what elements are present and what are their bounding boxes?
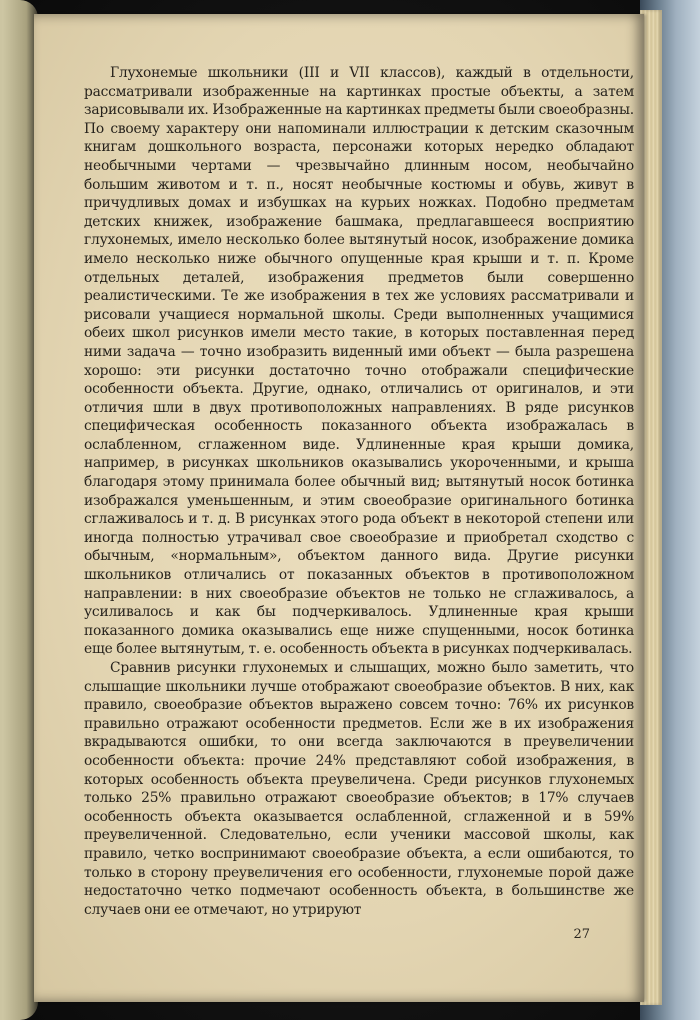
paragraph-1: Глухонемые школьники (III и VII классов), каждый в отдельности, рассматривали изображенные на картинках простые объекты, а затем зарисовывали их. Изображенные на картинках предметы были своеобразны. По своему характеру они напоминали иллюстрации к детским сказочным книгам дошкольного возраста, персонажи которых нередко обладают необычными чертами — чрезвычайно длинным носом, необычайно большим животом и т. п., носят необычные костюмы и обувь, живут в причудливых домах и избушках на курьих ножках. Подобно предметам детских книжек, изображение башмака, предлагавшееся восприятию глухонемых, имело несколько более вытянутый носок, изображение домика имело несколько ниже обычного опущенные края крыши и т. п. Кроме отдельных деталей, изображения предметов были совершенно реалистическими. Те же изображения в тех же условиях рассматривали и рисовали учащиеся нормальной школы. Среди выполненных учащимися обеих школ рисунков имели место такие, в которых поставленная перед ними задача — точно изобразить виденный ими объект — была разрешена хорошо: эти рисунки достаточно точно отображали специфические особенности объекта. Другие, однако, отличались от оригиналов, и эти отличия шли в двух противоположных направлениях. В ряде рисунков специфическая особенность показанного объекта изображалась в ослабленном, сглаженном виде. Удлиненные края крыши домика, например, в рисунках школьников оказывались укороченными, и крыша благодаря этому принимала более обычный вид; вытянутый носок ботинка изображался уменьшенным, и этим своеобразие оригинального ботинка сглаживалось и т. д. В рисунках этого рода объект в некоторой степени или иногда полностью утрачивал свое своеобразие и приобретал сходство с обычным, «нормальным», объектом данного вида. Другие рисунки школьников отличались от показанных объектов в противоположном направлении: в них своеобразие объектов не только не сглаживалось, а усиливалось и как бы подчеркивалось. Удлиненные края крыши показанного домика оказывались еще ниже спущенными, носок ботинка еще более вытянутым, т. е. особенность объекта в рисунках подчеркивалась.: [84, 65, 634, 658]
paragraph-2: Сравнив рисунки глухонемых и слышащих, можно было заметить, что слышащие школьники лучше отображают своеобразие объектов. В них, как правило, своеобразие объектов выражено совсем точно: 76% их рисунков правильно отражают особенности предметов. Если же в их изображения вкрадываются ошибки, то они всегда заключаются в преувеличении особенности объекта: прочие 24% представляют собой изображения, в которых особенность объекта преувеличена. Среди рисунков глухонемых только 25% правильно отражают своеобразие объектов; в 17% случаев особенность объекта оказывается ослабленной, сглаженной и в 59% преувеличенной. Следовательно, если ученики массовой школы, как правило, четко воспринимают своеобразие объекта, а если ошибаются, то только в сторону преувеличения его особенности, глухонемые порой даже недостаточно четко подмечают особенность объекта, в большинстве же случаев они ее отмечают, но утрируют: [84, 660, 634, 918]
left-page-edge: [0, 0, 38, 1020]
page-number: 27: [573, 927, 590, 942]
book-page: [34, 14, 644, 1002]
body-text: [84, 64, 634, 919]
